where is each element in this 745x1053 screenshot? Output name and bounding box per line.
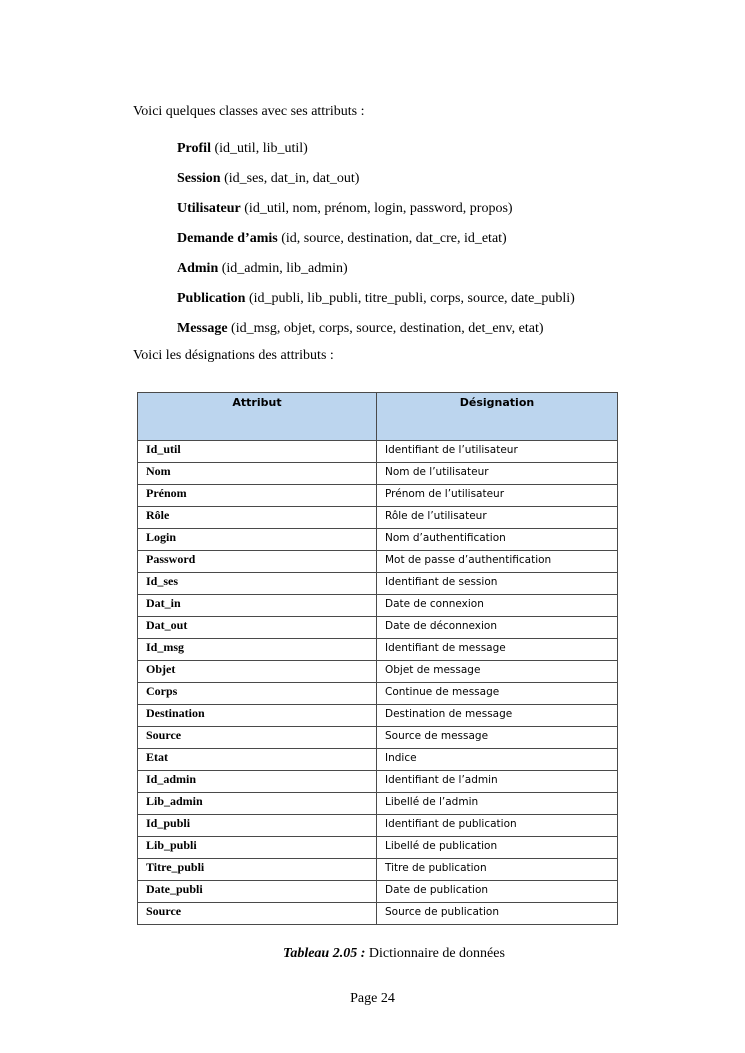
class-attributes: (id_ses, dat_in, dat_out) [220,171,360,186]
designation-cell: Nom de l’utilisateur [377,463,618,485]
class-name: Demande d’amis [177,231,278,246]
attribute-cell: Etat [138,749,377,771]
class-line [177,290,575,320]
class-attributes: (id_util, nom, prénom, login, password, propos) [240,201,513,216]
class-attributes: (id, source, destination, dat_cre, id_etat) [277,231,507,246]
attribute-cell: Corps [138,683,377,705]
table-row [138,441,618,463]
table-row [138,507,618,529]
designation-cell: Rôle de l’utilisateur [377,507,618,529]
class-attributes: (id_util, lib_util) [210,141,308,156]
header-designation: Désignation [377,393,618,441]
designation-cell: Identifiant de session [377,573,618,595]
attribute-cell: Titre_publi [138,859,377,881]
attribute-cell: Id_publi [138,815,377,837]
class-line [177,200,575,230]
attribute-cell: Id_ses [138,573,377,595]
table-row [138,793,618,815]
designation-cell: Nom d’authentification [377,529,618,551]
class-name: Message [177,321,228,336]
table-row [138,463,618,485]
table-row [138,485,618,507]
table-row [138,705,618,727]
designation-cell: Source de message [377,727,618,749]
table-header-row [138,393,618,441]
table-caption [0,946,745,962]
designation-cell: Identifiant de l’utilisateur [377,441,618,463]
table-row [138,771,618,793]
designation-cell: Source de publication [377,903,618,925]
attribute-cell: Id_msg [138,639,377,661]
table-row [138,815,618,837]
table-row [138,617,618,639]
designation-cell: Identifiant de l’admin [377,771,618,793]
table-row [138,551,618,573]
attribute-cell: Source [138,903,377,925]
attribute-cell: Dat_in [138,595,377,617]
designation-cell: Libellé de l’admin [377,793,618,815]
class-line [177,260,575,290]
class-line [177,320,575,350]
class-name: Admin [177,261,219,276]
designation-cell: Date de publication [377,881,618,903]
designation-cell: Libellé de publication [377,837,618,859]
class-list [177,140,575,350]
data-dictionary-table [137,392,618,925]
table-row [138,529,618,551]
caption-text: Dictionnaire de données [365,946,505,961]
designation-cell: Indice [377,749,618,771]
designation-cell: Date de connexion [377,595,618,617]
designation-cell: Identifiant de publication [377,815,618,837]
class-attributes: (id_publi, lib_publi, titre_publi, corps, source, date_publi) [245,291,575,306]
attribute-cell: Prénom [138,485,377,507]
designation-cell: Date de déconnexion [377,617,618,639]
designation-cell: Mot de passe d’authentification [377,551,618,573]
table-row [138,573,618,595]
attribute-cell: Objet [138,661,377,683]
class-name: Session [177,171,221,186]
page-number: Page 24 [350,991,395,1006]
table-row [138,661,618,683]
designation-cell: Titre de publication [377,859,618,881]
designation-cell: Objet de message [377,661,618,683]
table-row [138,595,618,617]
designation-cell: Identifiant de message [377,639,618,661]
designations-intro: Voici les désignations des attributs : [133,348,334,363]
attribute-cell: Nom [138,463,377,485]
attribute-cell: Rôle [138,507,377,529]
attribute-cell: Password [138,551,377,573]
class-line [177,170,575,200]
attribute-cell: Login [138,529,377,551]
attribute-cell: Source [138,727,377,749]
caption-label: Tableau 2.05 : [283,946,366,961]
table-row [138,749,618,771]
intro-text: Voici quelques classes avec ses attributs : [133,104,365,119]
attribute-cell: Id_admin [138,771,377,793]
attribute-cell: Date_publi [138,881,377,903]
table-row [138,639,618,661]
table-row [138,903,618,925]
table-row [138,837,618,859]
class-line [177,140,575,170]
attribute-cell: Dat_out [138,617,377,639]
attribute-cell: Id_util [138,441,377,463]
class-line [177,230,575,260]
attribute-cell: Destination [138,705,377,727]
attribute-cell: Lib_publi [138,837,377,859]
attribute-cell: Lib_admin [138,793,377,815]
class-attributes: (id_admin, lib_admin) [218,261,348,276]
class-name: Profil [177,141,211,156]
designation-cell: Continue de message [377,683,618,705]
table-row [138,683,618,705]
table-row [138,859,618,881]
class-attributes: (id_msg, objet, corps, source, destination, det_env, etat) [227,321,544,336]
designation-cell: Prénom de l’utilisateur [377,485,618,507]
designation-cell: Destination de message [377,705,618,727]
table-row [138,881,618,903]
header-attribut: Attribut [138,393,377,441]
class-name: Utilisateur [177,201,241,216]
class-name: Publication [177,291,246,306]
table-row [138,727,618,749]
